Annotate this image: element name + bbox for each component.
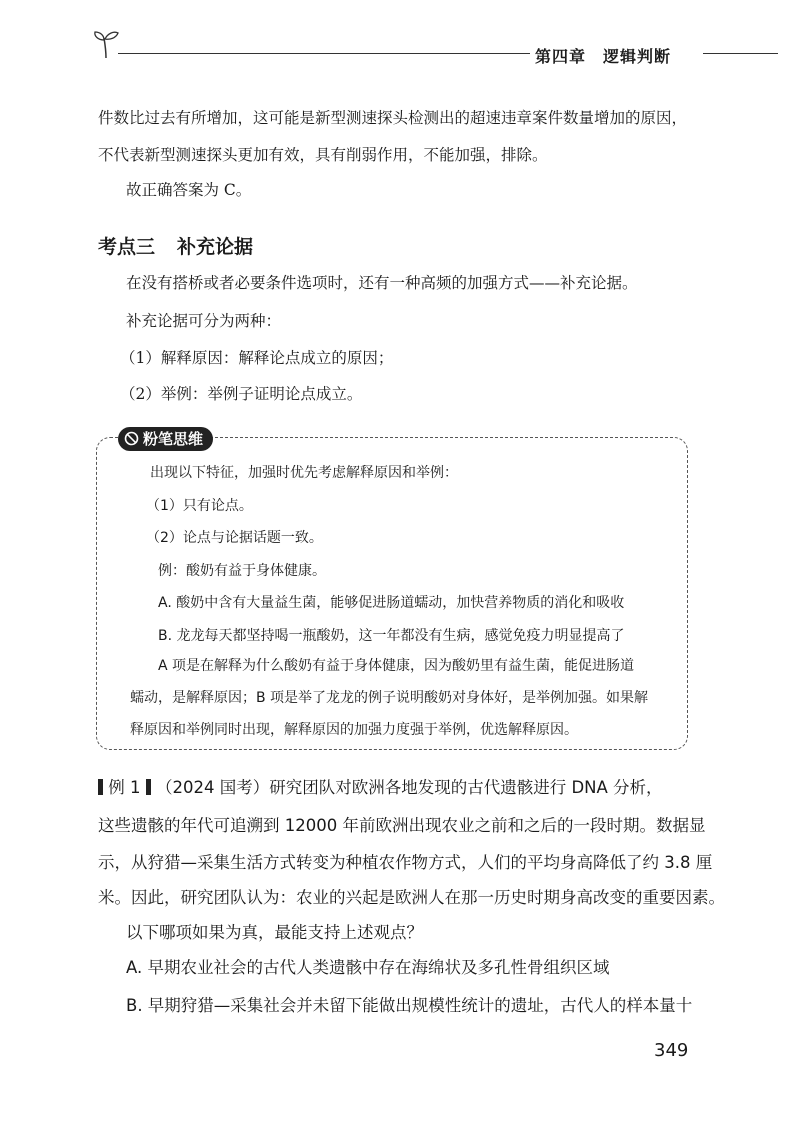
intro-line-2: 不代表新型测速探头更加有效，具有削弱作用，不能加强，排除。 bbox=[98, 146, 548, 164]
example-line-4: 米。因此，研究团队认为：农业的兴起是欧洲人在那一历史时期身高改变的重要因素。 bbox=[98, 888, 725, 907]
intro-line-1: 件数比过去有所增加，这可能是新型测速探头检测出的超速违章案件数量增加的原因， bbox=[98, 109, 688, 127]
no-entry-icon bbox=[124, 431, 139, 446]
body-line-3: （1）解释原因：解释论点成立的原因； bbox=[120, 349, 394, 367]
sprout-icon bbox=[92, 28, 122, 62]
example-line-1 bbox=[98, 777, 663, 799]
tip-badge bbox=[118, 427, 213, 451]
intro-line-3: 故正确答案为 C。 bbox=[126, 181, 252, 199]
tip-title: 粉笔思维 bbox=[143, 430, 204, 448]
section-label: 考点三 bbox=[98, 236, 156, 258]
example-option-b: B. 早期狩猎—采集社会并未留下能做出规模性统计的遗址，古代人的样本量十 bbox=[126, 996, 693, 1015]
example-line-3: 示，从狩猎—采集生活方式转变为种植农作物方式，人们的平均身高降低了约 3.8 厘 bbox=[98, 853, 713, 872]
page-number: 349 bbox=[654, 1040, 689, 1061]
tip-line-9: 释原因和举例同时出现，解释原因的加强力度强于举例，优选解释原因。 bbox=[130, 722, 578, 738]
tip-line-7: A 项是在解释为什么酸奶有益于身体健康，因为酸奶里有益生菌，能促进肠道 bbox=[158, 658, 635, 674]
tip-line-2: （1）只有论点。 bbox=[146, 498, 253, 514]
section-heading bbox=[98, 232, 253, 259]
example-question: 以下哪项如果为真，最能支持上述观点？ bbox=[126, 923, 423, 942]
tip-line-3: （2）论点与论据话题一致。 bbox=[146, 530, 323, 546]
example-tag-left bbox=[98, 779, 103, 795]
tip-line-4: 例：酸奶有益于身体健康。 bbox=[158, 563, 326, 579]
example-label: 例 1 bbox=[108, 778, 141, 797]
body-line-4: （2）举例：举例子证明论点成立。 bbox=[120, 385, 363, 403]
example-tag-right bbox=[146, 779, 151, 795]
example-option-a: A. 早期农业社会的古代人类遗骸中存在海绵状及多孔性骨组织区域 bbox=[126, 958, 610, 977]
tip-line-1: 出现以下特征，加强时优先考虑解释原因和举例： bbox=[150, 465, 458, 481]
tip-line-6: B. 龙龙每天都坚持喝一瓶酸奶，这一年都没有生病，感觉免疫力明显提高了 bbox=[158, 628, 625, 644]
example-text-1: （2024 国考）研究团队对欧洲各地发现的古代遗骸进行 DNA 分析， bbox=[156, 778, 663, 797]
header-rule-right bbox=[703, 53, 778, 54]
page-header bbox=[0, 28, 800, 68]
header-rule-left bbox=[118, 53, 530, 54]
chapter-title: 第四章 逻辑判断 bbox=[535, 47, 672, 66]
section-title: 补充论据 bbox=[177, 236, 254, 258]
body-line-1: 在没有搭桥或者必要条件选项时，还有一种高频的加强方式——补充论据。 bbox=[126, 274, 638, 292]
tip-line-8: 蠕动，是解释原因；B 项是举了龙龙的例子说明酸奶对身体好，是举例加强。如果解 bbox=[130, 690, 649, 706]
tip-line-5: A. 酸奶中含有大量益生菌，能够促进肠道蠕动，加快营养物质的消化和吸收 bbox=[158, 595, 625, 611]
example-line-2: 这些遗骸的年代可追溯到 12000 年前欧洲出现农业之前和之后的一段时期。数据显 bbox=[98, 816, 706, 835]
body-line-2: 补充论据可分为两种： bbox=[126, 312, 282, 330]
